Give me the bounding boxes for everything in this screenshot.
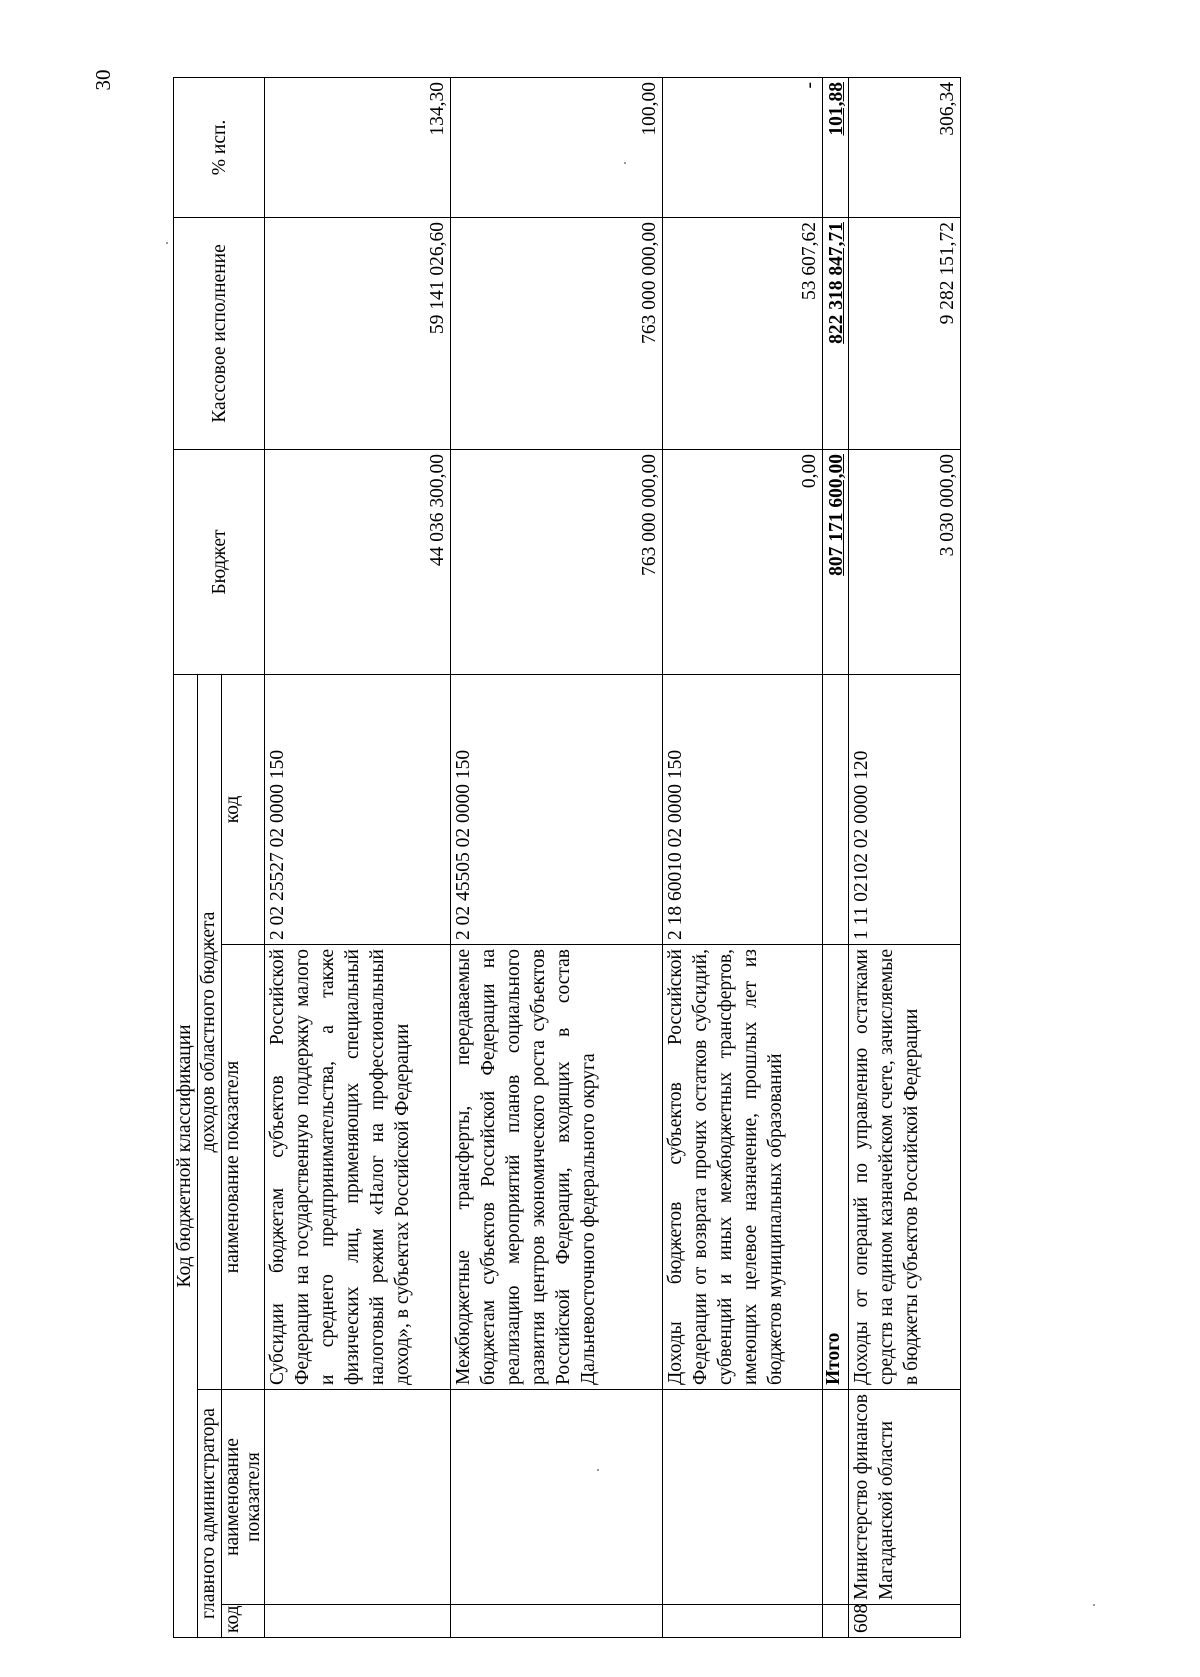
cash-execution-cell: 9 282 151,72	[849, 217, 961, 449]
cash-execution-header: Кассовое исполнение	[174, 217, 265, 449]
admin-code-cell	[663, 1605, 823, 1638]
indicator-name-header: наименование показателя	[222, 945, 265, 1390]
budget-cell: 44 036 300,00	[265, 449, 451, 674]
classification-header: Код бюджетной классификации	[174, 674, 198, 1637]
percent-cell: -	[663, 77, 823, 217]
budget-table	[173, 77, 961, 1638]
budget-cell: 763 000 000,00	[451, 449, 663, 674]
revenue-code-cell: 2 02 25527 02 0000 150	[265, 674, 451, 944]
admin-code-cell	[265, 1605, 451, 1638]
scan-speck	[597, 1469, 599, 1471]
revenue-code-cell: 2 18 60010 02 0000 150	[663, 674, 823, 944]
admin-code-header: код	[222, 1605, 265, 1638]
total-cash-execution: 822 318 847,71	[823, 217, 849, 449]
total-label: Итого	[823, 945, 849, 1390]
rotated-table-wrapper	[173, 78, 1200, 1638]
percent-cell: 306,34	[849, 77, 961, 217]
percent-cell: 134,30	[265, 77, 451, 217]
admin-name-cell: Министерство финансов Магаданской области	[849, 1390, 961, 1605]
budget-cell: 0,00	[663, 449, 823, 674]
cash-execution-cell: 53 607,62	[663, 217, 823, 449]
admin-name-cell	[663, 1390, 823, 1605]
scan-speck	[166, 242, 168, 244]
main-admin-header: главного администратора	[198, 1390, 222, 1638]
indicator-name-cell: Межбюджетные трансферты, передаваемые бюджетам субъектов Российской Федерации на реализацию мероприятий планов социального развития центров экономического роста субъектов Российской Федерации, входящих в состав Дальневосточного федерального округа	[451, 945, 663, 1390]
total-budget: 807 171 600,00	[823, 449, 849, 674]
total-row	[823, 77, 849, 1637]
scan-speck	[624, 162, 626, 164]
table-row	[663, 77, 823, 1637]
header-row-classification	[174, 77, 198, 1637]
budget-cell: 3 030 000,00	[849, 449, 961, 674]
admin-name-cell	[265, 1390, 451, 1605]
cash-execution-cell: 59 141 026,60	[265, 217, 451, 449]
indicator-name-cell: Субсидии бюджетам субъектов Российской Федерации на государственную поддержку малого и среднего предпринимательства, а также физических лиц, применяющих специальный налоговый режим «Налог на профессиональный доход», в субъектах Российской Федерации	[265, 945, 451, 1390]
revenue-code-header: код	[222, 674, 265, 944]
revenue-code-cell	[823, 674, 849, 944]
indicator-name-cell: Доходы от операций по управлению остатками средств на едином казначейском счете, зачисляемые в бюджеты субъектов Российской Федерации	[849, 945, 961, 1390]
admin-code-cell	[451, 1605, 663, 1638]
percent-header: % исп.	[174, 77, 265, 217]
admin-name-header: наименование показателя	[222, 1390, 265, 1605]
percent-cell: 100,00	[451, 77, 663, 217]
scan-speck	[1093, 1604, 1095, 1606]
revenue-code-cell: 2 02 45505 02 0000 150	[451, 674, 663, 944]
indicator-name-cell: Доходы бюджетов субъектов Российской Федерации от возврата прочих остатков субсидий, субвенций и иных межбюджетных трансфертов, имеющих целевое назначение, прошлых лет из бюджетов муниципальных образований	[663, 945, 823, 1390]
table-row	[451, 77, 663, 1637]
regional-revenue-header: доходов областного бюджета	[198, 674, 222, 1389]
revenue-code-cell: 1 11 02102 02 0000 120	[849, 674, 961, 944]
admin-code-cell	[823, 1605, 849, 1638]
page-number: 30	[91, 69, 115, 91]
table-row	[849, 77, 961, 1637]
admin-name-cell	[451, 1390, 663, 1605]
budget-header: Бюджет	[174, 449, 265, 674]
total-percent: 101,88	[823, 77, 849, 217]
admin-code-cell: 608	[849, 1605, 961, 1638]
cash-execution-cell: 763 000 000,00	[451, 217, 663, 449]
table-row	[265, 77, 451, 1637]
admin-name-cell	[823, 1390, 849, 1605]
